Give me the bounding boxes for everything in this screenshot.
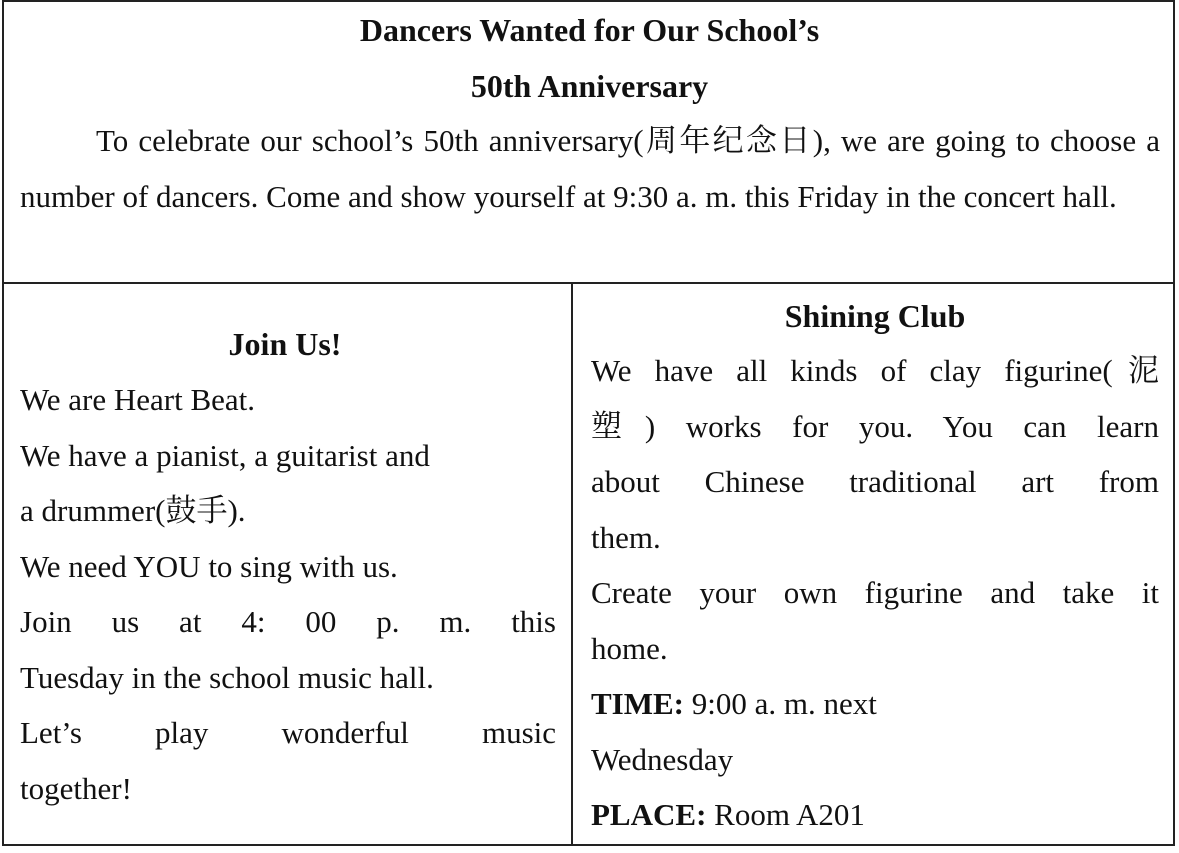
shining-club-line: Create your own figurine and take it (591, 575, 1159, 610)
join-us-heading: Join Us! (228, 326, 342, 362)
time-label: TIME: (591, 686, 684, 721)
notice-intro: To celebrate our school’s 50th anniversary(周年纪念日), we are going to choose a number of dancers. Come and show yourself at 9:30 a. m. this Friday in the concert hall. (20, 123, 1160, 214)
shining-club-heading: Shining Club (784, 298, 966, 334)
time-value: 9:00 a. m. next (684, 686, 877, 721)
column-divider (571, 282, 573, 846)
heart-beat-line: Tuesday in the school music hall. (20, 659, 434, 695)
shining-club-line: home. (591, 630, 668, 666)
heart-beat-line: Join us at 4: 00 p. m. this (20, 604, 556, 639)
heart-beat-line: We need YOU to sing with us. (20, 548, 398, 584)
place-value: Room A201 (706, 797, 865, 832)
shining-club-line: about Chinese traditional art from (591, 464, 1159, 499)
shining-club-line: 塑) works for you. You can learn (591, 408, 1159, 444)
place-label: PLACE: (591, 797, 707, 832)
time-line-2: Wednesday (591, 741, 734, 777)
notice-title-line2: 50th Anniversary (470, 68, 709, 104)
heart-beat-line: together! (20, 770, 132, 806)
heart-beat-line: We have a pianist, a guitarist and (20, 437, 430, 473)
heart-beat-ad (20, 372, 556, 816)
heart-beat-line: We are Heart Beat. (20, 382, 256, 417)
time-line (591, 676, 1159, 732)
notice-title-line1: Dancers Wanted for Our School’s (359, 12, 820, 48)
shining-club-ad (591, 343, 1159, 843)
shining-club-line: them. (591, 519, 661, 555)
heart-beat-line: a drummer(鼓手). (20, 493, 246, 528)
place-line (591, 787, 1159, 843)
heart-beat-line: Let’s play wonderful music (20, 715, 556, 750)
shining-club-line: We have all kinds of clay figurine(泥 (591, 353, 1159, 388)
